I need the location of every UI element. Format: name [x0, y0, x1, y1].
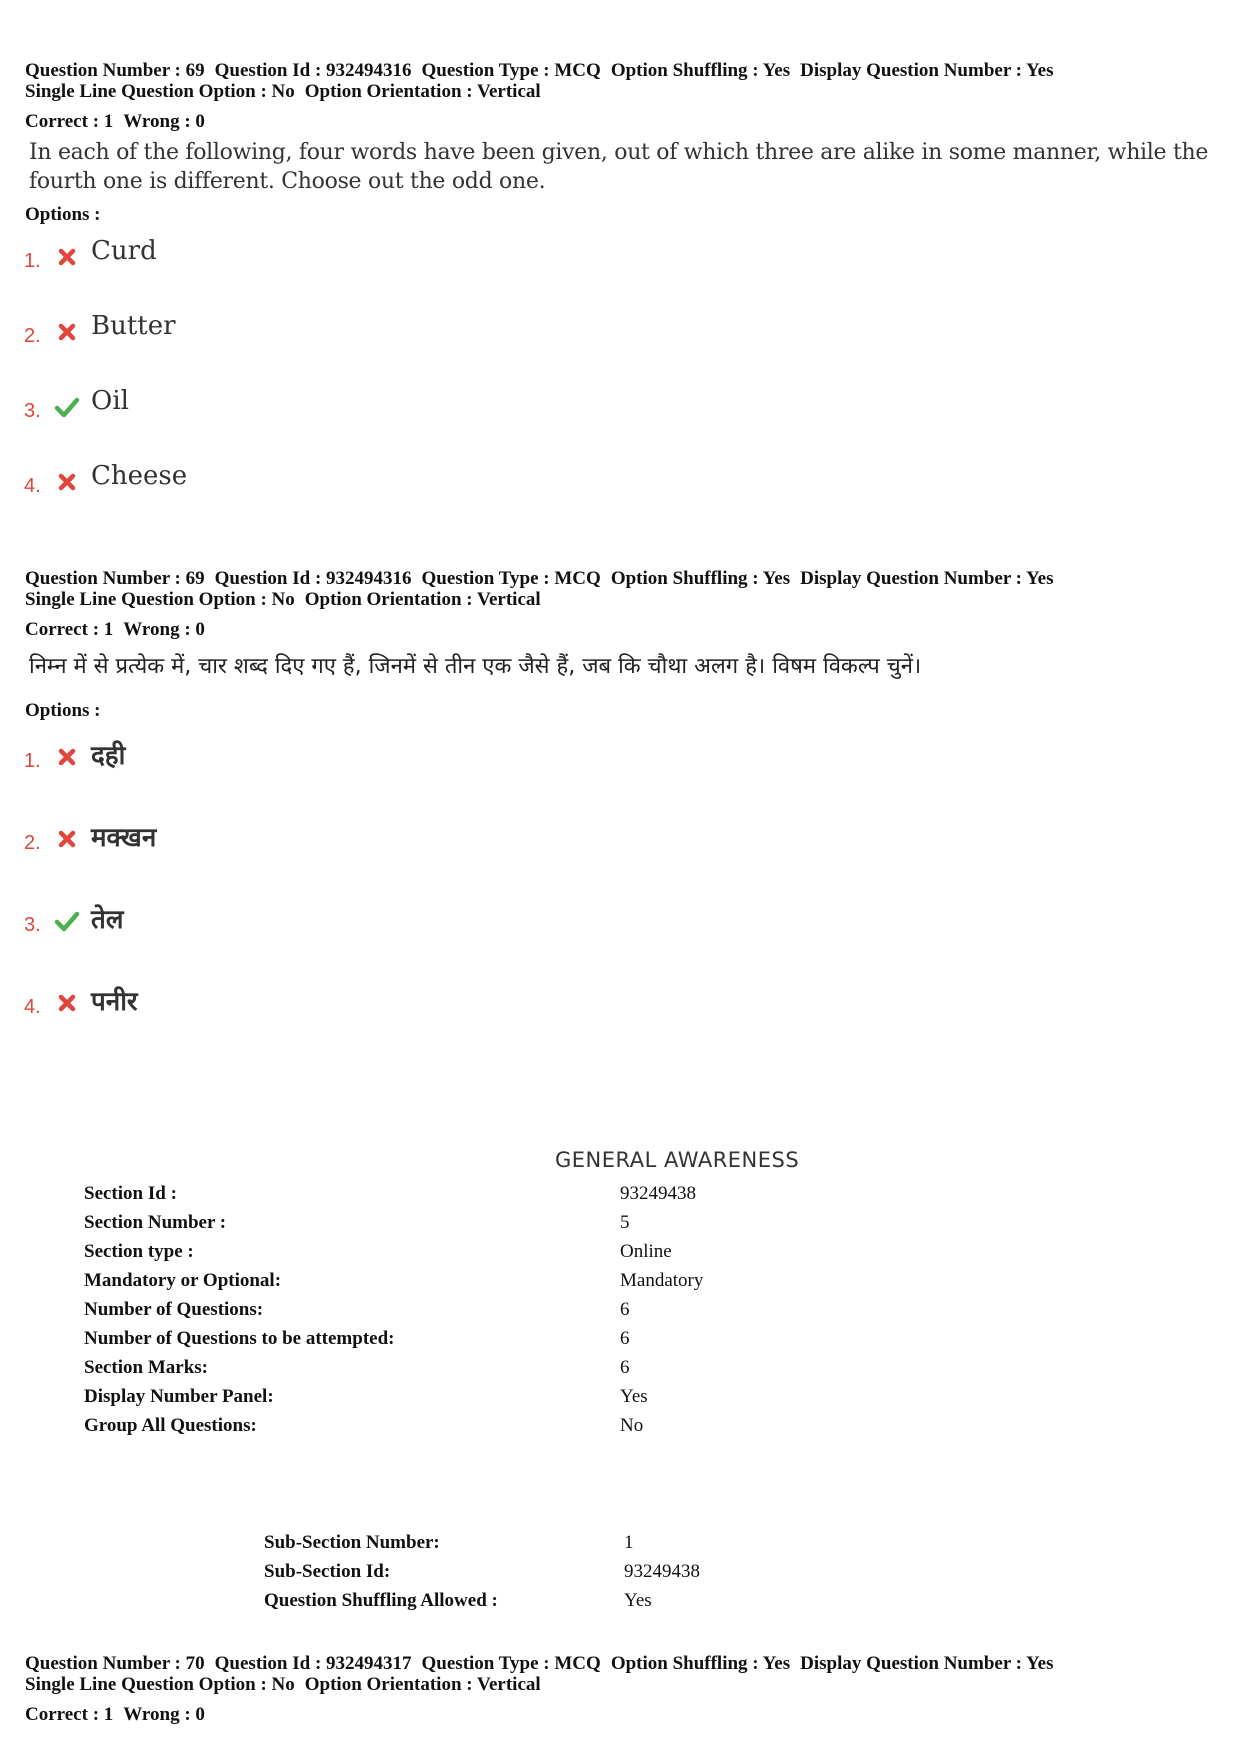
- question-meta-line2: [25, 1674, 551, 1696]
- cross-icon: [54, 469, 80, 495]
- detail-key: Section Number :: [84, 1212, 227, 1233]
- meta-field: Question Id : 932494316: [214, 60, 412, 81]
- option-text: Oil: [91, 386, 129, 416]
- meta-field: Correct : 1: [25, 619, 114, 640]
- question-meta-line2: [25, 589, 551, 611]
- detail-value: 6: [620, 1299, 630, 1320]
- question-score-line: [25, 1704, 215, 1726]
- detail-key: Display Number Panel:: [84, 1386, 274, 1407]
- meta-field: Correct : 1: [25, 1704, 114, 1725]
- meta-field: Question Type : MCQ: [421, 60, 601, 81]
- meta-field: Option Shuffling : Yes: [610, 60, 791, 81]
- option-text: Cheese: [91, 461, 188, 491]
- question-meta-line2: [25, 81, 551, 103]
- detail-key: Sub-Section Id:: [264, 1561, 391, 1582]
- meta-field: Question Number : 69: [25, 568, 205, 589]
- check-icon: [54, 394, 80, 420]
- detail-value: No: [620, 1415, 644, 1436]
- option-text: तेल: [91, 905, 124, 935]
- options-label: Options :: [25, 700, 101, 721]
- cross-icon: [54, 319, 80, 345]
- question-text-hindi: निम्न में से प्रत्येक में, चार शब्द दिए गए हैं, जिनमें से तीन एक जैसे हैं, जब कि चौथा अलग है। विषम विकल्प चुनें।: [29, 654, 922, 679]
- options-label: Options :: [25, 204, 101, 225]
- detail-value: Yes: [620, 1386, 648, 1407]
- meta-field: Display Question Number : Yes: [800, 60, 1054, 81]
- detail-key: Question Shuffling Allowed :: [264, 1590, 498, 1611]
- detail-value: 93249438: [620, 1183, 696, 1204]
- meta-field: Question Number : 70: [25, 1653, 205, 1674]
- question-meta-line1: [25, 60, 1063, 82]
- question-score-line: [25, 111, 215, 133]
- cross-icon: [54, 244, 80, 270]
- meta-field: Display Question Number : Yes: [800, 1653, 1054, 1674]
- meta-field: Wrong : 0: [123, 619, 205, 640]
- option-text: पनीर: [91, 987, 138, 1017]
- meta-field: Display Question Number : Yes: [800, 568, 1054, 589]
- question-meta-line1: [25, 1653, 1063, 1675]
- detail-value: Yes: [624, 1590, 652, 1611]
- option-number: 2.: [24, 325, 41, 347]
- meta-field: Question Type : MCQ: [421, 568, 601, 589]
- detail-key: Section Marks:: [84, 1357, 209, 1378]
- meta-field: Correct : 1: [25, 111, 114, 132]
- detail-key: Sub-Section Number:: [264, 1532, 440, 1553]
- option-number: 2.: [24, 832, 41, 854]
- meta-field: Single Line Question Option : No: [25, 81, 295, 102]
- cross-icon: [54, 826, 80, 852]
- detail-value: 5: [620, 1212, 630, 1233]
- meta-field: Single Line Question Option : No: [25, 1674, 295, 1695]
- question-text: In each of the following, four words have been given, out of which three are alike in some manner, while the fourth one is different. Choose out the odd one.: [29, 140, 1209, 194]
- cross-icon: [54, 744, 80, 770]
- detail-value: 6: [620, 1357, 630, 1378]
- meta-field: Option Orientation : Vertical: [304, 81, 541, 102]
- detail-key: Section Id :: [84, 1183, 177, 1204]
- meta-field: Wrong : 0: [123, 1704, 205, 1725]
- meta-field: Option Orientation : Vertical: [304, 1674, 541, 1695]
- section-title: GENERAL AWARENESS: [555, 1148, 800, 1172]
- detail-value: Mandatory: [620, 1270, 704, 1291]
- check-icon: [54, 908, 80, 934]
- detail-value: Online: [620, 1241, 672, 1262]
- detail-value: 93249438: [624, 1561, 700, 1582]
- option-number: 3.: [24, 914, 41, 936]
- meta-field: Single Line Question Option : No: [25, 589, 295, 610]
- option-text: मक्खन: [91, 823, 157, 853]
- cross-icon: [54, 990, 80, 1016]
- detail-key: Group All Questions:: [84, 1415, 257, 1436]
- option-number: 1.: [24, 250, 41, 272]
- meta-field: Option Shuffling : Yes: [610, 1653, 791, 1674]
- detail-key: Number of Questions:: [84, 1299, 264, 1320]
- meta-field: Option Shuffling : Yes: [610, 568, 791, 589]
- meta-field: Wrong : 0: [123, 111, 205, 132]
- meta-field: Question Number : 69: [25, 60, 205, 81]
- detail-value: 1: [624, 1532, 634, 1553]
- meta-field: Question Id : 932494316: [214, 568, 412, 589]
- option-text: दही: [91, 741, 126, 771]
- meta-field: Question Id : 932494317: [214, 1653, 412, 1674]
- question-score-line: [25, 619, 215, 641]
- option-number: 1.: [24, 750, 41, 772]
- option-text: Butter: [91, 311, 176, 341]
- detail-key: Number of Questions to be attempted:: [84, 1328, 395, 1349]
- meta-field: Option Orientation : Vertical: [304, 589, 541, 610]
- option-number: 3.: [24, 400, 41, 422]
- question-meta-line1: [25, 568, 1063, 590]
- detail-key: Mandatory or Optional:: [84, 1270, 282, 1291]
- option-text: Curd: [91, 236, 157, 266]
- option-number: 4.: [24, 996, 41, 1018]
- option-number: 4.: [24, 475, 41, 497]
- meta-field: Question Type : MCQ: [421, 1653, 601, 1674]
- detail-value: 6: [620, 1328, 630, 1349]
- detail-key: Section type :: [84, 1241, 194, 1262]
